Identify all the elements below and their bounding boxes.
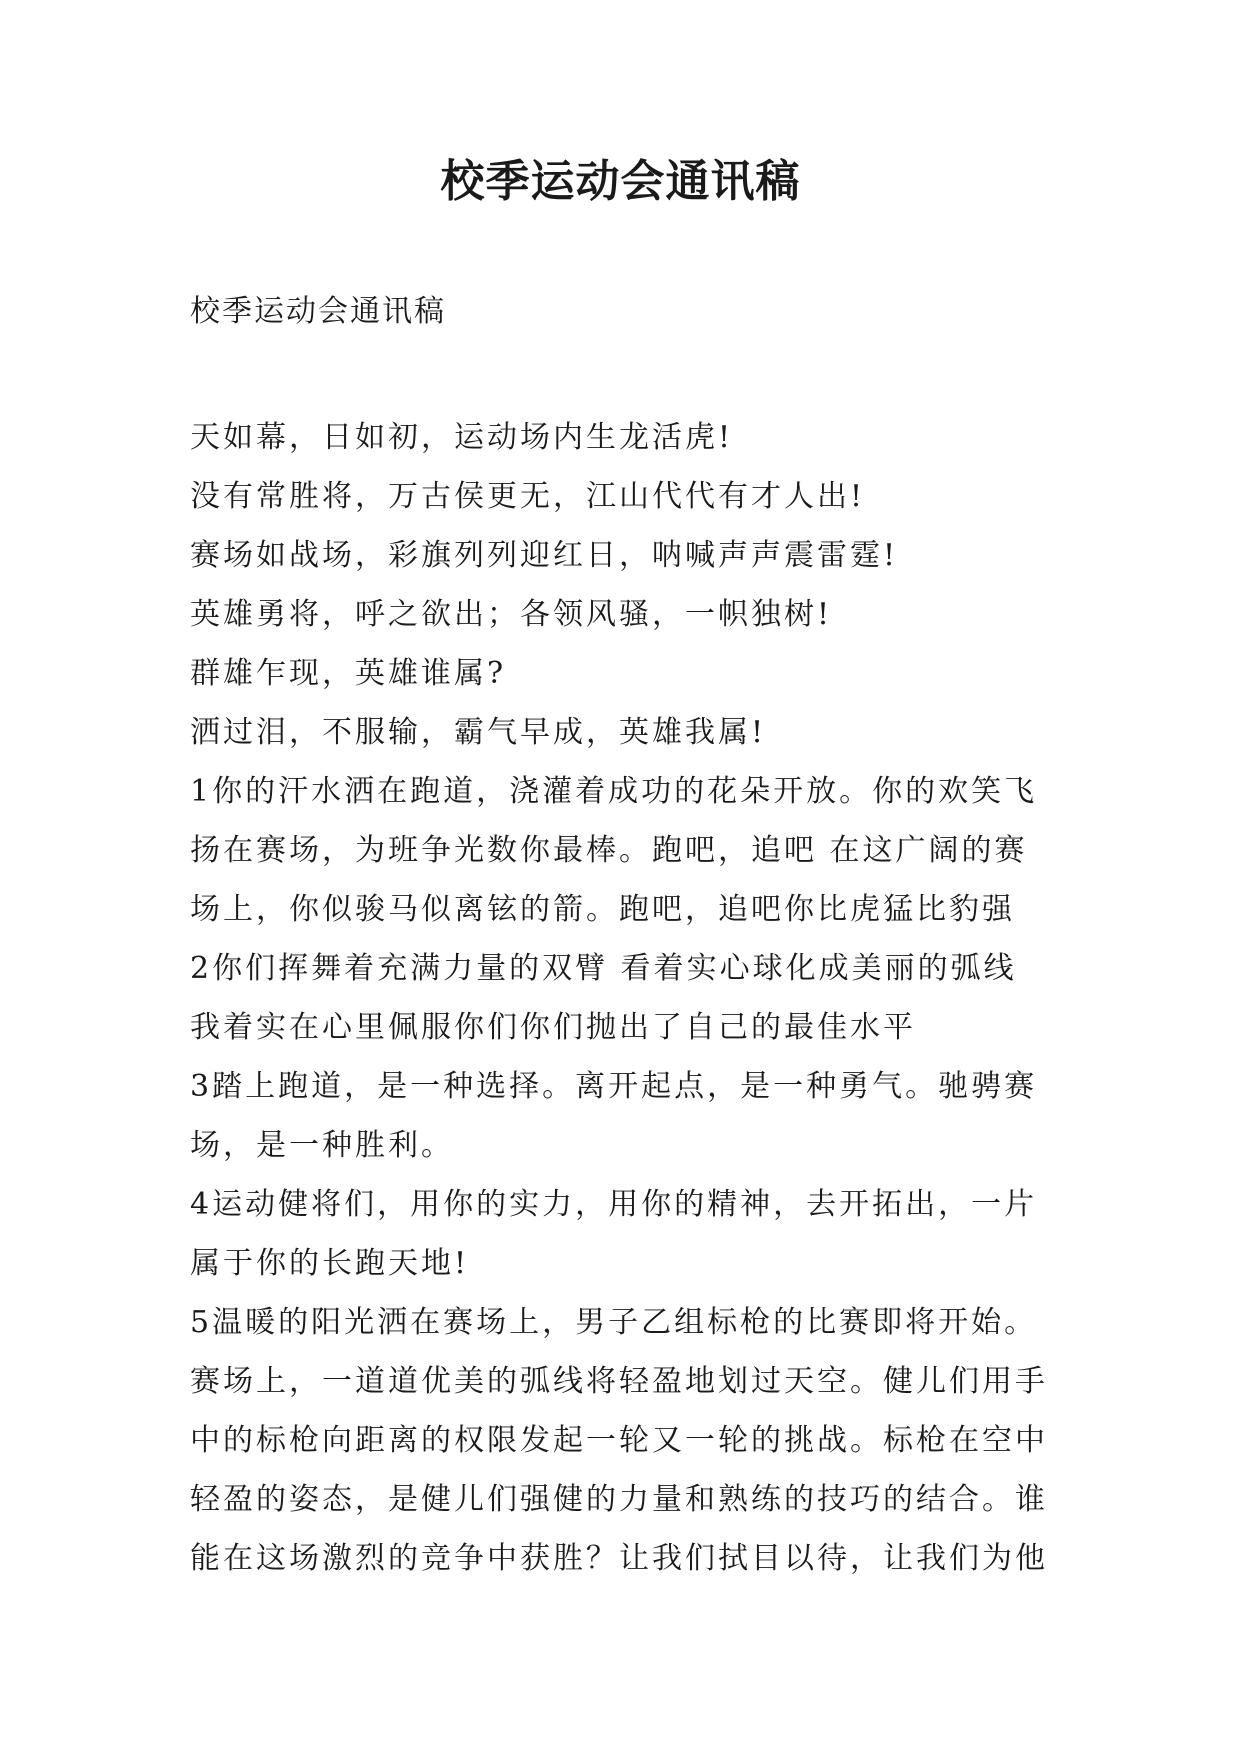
body-line: 没有常胜将，万古侯更无，江山代代有才人出! — [190, 479, 866, 514]
body-line: 2你们挥舞着充满力量的双臂 看着实心球化成美丽的弧线 — [190, 951, 1017, 986]
document-subtitle: 校季运动会通讯稿 — [190, 294, 446, 329]
body-line: 轻盈的姿态，是健儿们强健的力量和熟练的技巧的结合。谁 — [190, 1482, 1048, 1517]
body-line: 群雄乍现，英雄谁属? — [190, 656, 507, 691]
body-line: 5温暖的阳光洒在赛场上，男子乙组标枪的比赛即将开始。 — [190, 1305, 1038, 1340]
body-line: 4运动健将们，用你的实力，用你的精神，去开拓出，一片 — [190, 1187, 1038, 1222]
document-body — [190, 408, 1070, 1588]
body-line: 中的标枪向距离的权限发起一轮又一轮的挑战。标枪在空中 — [190, 1423, 1048, 1458]
body-line: 3踏上跑道，是一种选择。离开起点，是一种勇气。驰骋赛 — [190, 1069, 1038, 1104]
body-line: 英雄勇将，呼之欲出；各领风骚，一帜独树! — [190, 597, 833, 632]
body-line: 洒过泪，不服输，霸气早成，英雄我属! — [190, 715, 767, 750]
body-line: 赛场上，一道道优美的弧线将轻盈地划过天空。健儿们用手 — [190, 1364, 1048, 1399]
body-line: 我着实在心里佩服你们你们抛出了自己的最佳水平 — [190, 1010, 916, 1045]
body-line: 场，是一种胜利。 — [190, 1128, 454, 1163]
body-line: 天如幕，日如初，运动场内生龙活虎! — [190, 420, 734, 455]
body-line: 赛场如战场，彩旗列列迎红日，呐喊声声震雷霆! — [190, 538, 899, 573]
document-title: 校季运动会通讯稿 — [440, 156, 801, 207]
body-line: 能在这场激烈的竞争中获胜？让我们拭目以待，让我们为他 — [190, 1541, 1048, 1576]
body-line: 扬在赛场，为班争光数你最棒。跑吧，追吧 在这广阔的赛 — [190, 833, 1028, 868]
body-line: 场上，你似骏马似离铉的箭。跑吧，追吧你比虎猛比豹强 — [190, 892, 1015, 927]
body-line: 1你的汗水洒在跑道，浇灌着成功的花朵开放。你的欢笑飞 — [190, 774, 1038, 809]
body-line: 属于你的长跑天地! — [190, 1246, 470, 1281]
